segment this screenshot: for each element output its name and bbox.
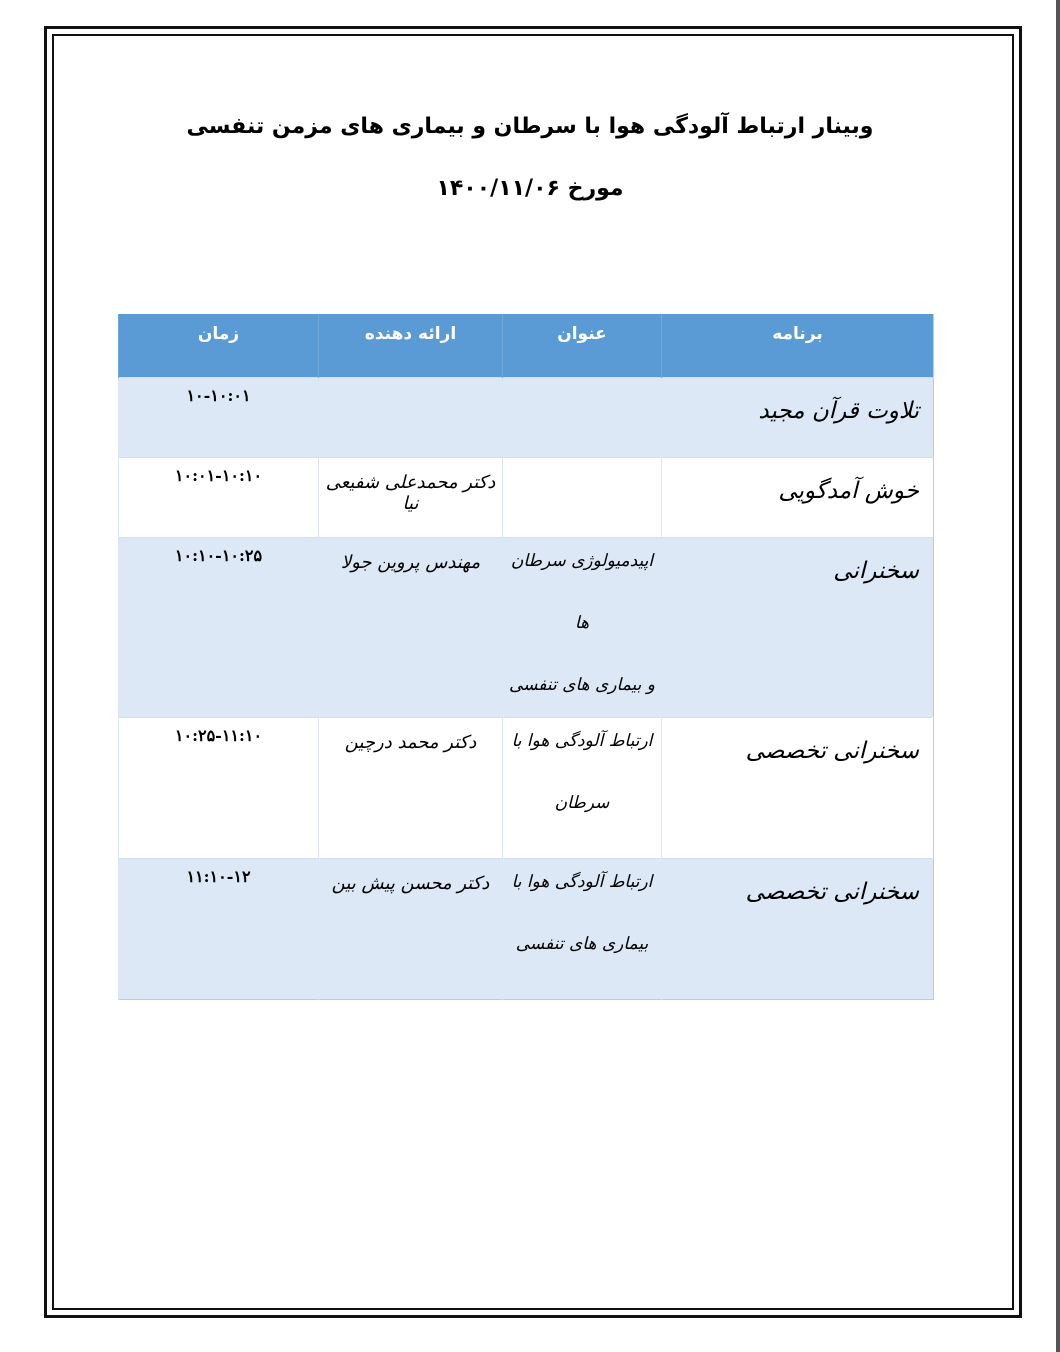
cell-program: سخنرانی xyxy=(662,537,934,717)
header-presenter: ارائه دهنده xyxy=(319,314,503,377)
document-title: وبینار ارتباط آلودگی هوا با سرطان و بیماری های مزمن تنفسی xyxy=(186,114,874,139)
cell-program: سخنرانی تخصصی xyxy=(662,717,934,858)
topic-line-2: بیماری های تنفسی xyxy=(515,933,649,954)
topic-line-2: سرطان xyxy=(554,792,610,813)
header-time: زمان xyxy=(119,314,319,377)
table-row xyxy=(119,717,934,858)
cell-time: ۱۰:۱۰-۱۰:۲۵ xyxy=(119,537,319,717)
document-date: مورخ ۱۴۰۰/۱۱/۰۶ xyxy=(436,176,624,201)
cell-time: ۱۰:۲۵-۱۱:۱۰ xyxy=(119,717,319,858)
cell-program: سخنرانی تخصصی xyxy=(662,858,934,999)
table-header-row xyxy=(119,314,934,377)
page-edge xyxy=(1056,0,1060,1352)
table-row xyxy=(119,537,934,717)
cell-time: ۱۰-۱۰:۰۱ xyxy=(119,377,319,457)
cell-program: تلاوت قرآن مجید xyxy=(662,377,934,457)
cell-presenter: مهندس پروین جولا xyxy=(319,537,503,717)
cell-program: خوش آمدگویی xyxy=(662,457,934,537)
header-program: برنامه xyxy=(662,314,934,377)
table-row xyxy=(119,457,934,537)
cell-presenter xyxy=(319,377,503,457)
cell-presenter: دکتر محسن پیش بین xyxy=(319,858,503,999)
topic-line-1: ارتباط آلودگی هوا با xyxy=(511,871,653,892)
table-row xyxy=(119,377,934,457)
cell-topic xyxy=(503,537,662,717)
table-row xyxy=(119,858,934,999)
topic-line-1: اپیدمیولوژی سرطان ها xyxy=(510,550,654,633)
cell-topic xyxy=(503,858,662,999)
cell-topic xyxy=(503,377,662,457)
cell-time: ۱۱:۱۰-۱۲ xyxy=(119,858,319,999)
cell-topic xyxy=(503,457,662,537)
topic-line-2: و بیماری های تنفسی xyxy=(508,674,656,695)
cell-time: ۱۰:۰۱-۱۰:۱۰ xyxy=(119,457,319,537)
cell-presenter: دکتر محمد درچین xyxy=(319,717,503,858)
header-topic: عنوان xyxy=(503,314,662,377)
cell-presenter: دکتر محمدعلی شفیعی نیا xyxy=(319,457,503,537)
schedule-table xyxy=(118,314,934,1000)
cell-topic xyxy=(503,717,662,858)
topic-line-1: ارتباط آلودگی هوا با xyxy=(511,730,653,751)
